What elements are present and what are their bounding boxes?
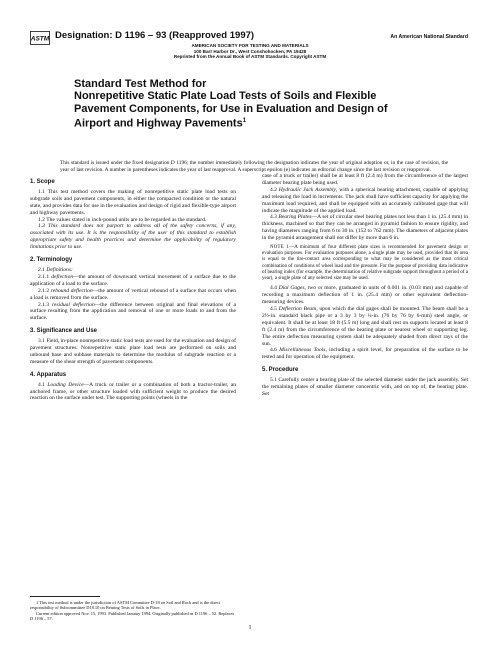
page-number: 1	[248, 625, 252, 631]
para-2-1-3-num: 2.1.3	[38, 301, 52, 308]
para-4-1-num: 4.1	[38, 381, 48, 388]
national-standard-label: An American National Standard	[390, 34, 468, 40]
footnote-rule	[30, 596, 100, 597]
para-4-3-num: 4.3	[270, 214, 279, 221]
right-column	[262, 173, 468, 398]
note-1-label: NOTE 1	[270, 245, 290, 251]
para-2-1-3-text: —the difference between original and final elevations of a surface resulting from the application and removal of one or more loads to and from the surface.	[30, 301, 236, 322]
footnote-1: 1 This test method is under the jurisdiction of ASTM Committee D-18 on Soil and Rock and is the direct responsibility of Subcommittee D18.10 on Bearing Tests of Soils in Place.	[30, 600, 221, 611]
para-4-3-text: —A set of circular steel bearing plates not less than 1 in. (25.4 mm) in thickness, machined so that they can be arranged in pyramid fashion to ensure rigidity, and having diameters ranging from 6 to 30 in. (152 to 762 mm). The diameters of adjacent plates in the pyramid arrangement shall not differ by more than 6 in.	[262, 214, 468, 242]
para-5-1: 5.1 Carefully center a bearing plate of the selected diameter under the jack assembly. Set the remaining plates of smaller diameter concentric with, and on top of, the bearing plate. Set	[262, 377, 468, 397]
left-column	[30, 173, 236, 402]
title-line-4	[74, 115, 474, 130]
para-4-3-term: Bearing Plates	[278, 214, 312, 221]
title-line-4-text: Airport and Highway Pavements	[74, 117, 243, 130]
para-2-1	[30, 267, 236, 274]
title-line-1: Standard Test Method for	[74, 78, 207, 90]
para-4-6-text: , including a spirit level, for preparation of the surface to be tested and for operation of the equipment.	[262, 347, 469, 361]
para-2-1-2-num: 2.1.2	[38, 287, 51, 294]
designation: Designation: D 1196 – 93 (Reapproved 1997)	[55, 30, 255, 41]
society-address: 100 Barr Harbor Dr., West Conshohocken, PA 19428	[193, 48, 307, 54]
para-2-1-1	[30, 274, 236, 288]
svg-text:ASTM: ASTM	[30, 35, 50, 43]
para-2-1-text: 2.1 Definitions:	[38, 266, 73, 273]
para-2-1-1-term: deflection	[51, 273, 74, 280]
para-4-1-continued: case of a truck or trailer) shall be at least 8 ft (2.4 m) from the circumference of the largest diameter bearing plate being used.	[262, 173, 468, 186]
note-1	[262, 245, 468, 282]
note-1-text: —A minimum of four different plate sizes is recommended for pavement design or evaluation purposes. For evaluation purposes alone, a single plate may be used, provided that its area is equal to the tire-contact area corresponding to what may be considered as the most critical combination of conditions of wheel load and tire pressure. For the purpose of providing data indicative of bearing index (for example, the determination of relative subgrade support throughout a period of a year), a single plate of any selected size may be used.	[262, 245, 468, 282]
title-line-2: Nonrepetitive Static Plate Load Tests of Soils and Flexible	[74, 90, 377, 103]
section-2-heading: 2. Terminology	[30, 257, 73, 264]
para-4-2-term: Hydraulic Jack Assembly	[278, 186, 337, 193]
para-4-1-text: —A truck or trailer or a combination of both a tractor-trailer, an anchored frame, or other structure loaded with sufficient weight to produce the desired reaction on the surface under test. The supporting points (wheels in the	[30, 381, 236, 402]
para-2-1-2-text: —the amount of vertical rebound of a surface that occurs when a load is removed from the surface.	[30, 287, 236, 301]
para-1-2: 1.2 The values stated in inch-pound units are to be regarded as the standard.	[38, 216, 207, 223]
section-1-heading: 1. Scope	[30, 179, 55, 185]
para-4-6-num: 4.6	[270, 347, 280, 354]
para-1-3-text: 1.3 This standard does not purport to address all of the safety concerns, if any, associated with its use. It is the responsibility of the user of this standard to establish appropriate safety and health practices and determine the applicability of regulatory limitations prior to use.	[30, 223, 236, 251]
footnotes	[30, 600, 236, 622]
para-4-2-num: 4.2	[270, 186, 279, 193]
para-2-1-3-term: residual deflection	[51, 301, 95, 308]
para-4-5-term: Deflection Beam	[278, 306, 317, 312]
footnote-edition: Current edition approved Nov. 15, 1993. Published January 1994. Originally published as D 1196 – 52. Replaces D 1196 – 57.	[30, 610, 235, 622]
reprint-line: Reprinted from the Annual Book of ASTM Standards. Copyright ASTM	[173, 54, 327, 59]
standard-note: This standard is issued under the fixed designation D 1196; the number immediately following the designation indicates the year of original adoption or, in the case of revision, the year of last revision. A number in parentheses indicates the year of last reapproval. A superscript epsilon (e) indicates an editorial change since the last revision or reapproval.	[60, 160, 448, 173]
para-4-5-num: 4.5	[270, 306, 279, 312]
para-1-1: 1.1 This test method covers the making of nonrepetitive static plate load tests on subgrade soils and pavement components, in either the compacted condition or the natural state, and provides data for use in the evaluation and design of rigid and flexible-type airport and highway pavements.	[30, 188, 236, 216]
society-block	[0, 43, 500, 60]
para-2-1-2	[30, 288, 236, 302]
para-3-1: 3.1 Field, in-place nonrepetitive static load tests are used for the evaluation and design of pavement structures. Nonrepetitive static plate load tests are performed on soils and unbound base and subbase materials to determine the modulus of subgrade reaction or a measure of the shear strength of pavement components.	[30, 338, 236, 365]
para-4-6-term: Miscellaneous Tools	[279, 347, 326, 354]
para-4-4-text: , two or more, graduated in units of 0.001 in. (0.03 mm) and capable of recording a maximum deflection of 1 in. (25.4 mm) or other equivalent deflection-measuring devices.	[262, 285, 468, 306]
para-2-1-2-term: rebound deflection	[50, 287, 93, 294]
society-name: AMERICAN SOCIETY FOR TESTING AND MATERIALS	[191, 43, 309, 48]
para-2-1-3	[30, 302, 236, 323]
para-4-4	[262, 285, 468, 306]
section-4-heading: 4. Apparatus	[30, 371, 67, 378]
para-4-1	[30, 382, 236, 403]
title-line-3: Pavement Components, for Use in Evaluation and Design of	[74, 102, 388, 115]
para-4-2-text: , with a spherical bearing attachment, capable of applying and releasing the load in increments. The jack shall have sufficient capacity for applying the maximum load required, and shall be equipped with an accurately calibrated gage that will indicate the magnitude of the applied load.	[262, 186, 468, 214]
para-2-1-1-num: 2.1.1	[38, 273, 52, 280]
para-4-1-term: Loading Device	[47, 381, 84, 388]
para-4-4-term: Dial Gages	[278, 285, 305, 292]
title-footnote-mark: 1	[242, 118, 247, 125]
para-4-3	[262, 214, 468, 242]
para-4-2	[262, 187, 468, 215]
para-1-3	[30, 223, 236, 251]
para-4-4-num: 4.4	[270, 285, 279, 292]
para-2-1-1-text: —the amount of downward vertical movement of a surface due to the application of a load to the surface.	[30, 273, 236, 287]
para-4-5-text: , upon which the dial gages shall be mounted. The beam shall be a 2½-in. standard black pipe or a 3 by 3 by ¼-in. (76 by 76 by 6-mm) steel angle, or equivalent. It shall be at least 18 ft (5.5 m) long and shall rest on supports located at least 8 ft (2.4 m) from the circumference of the bearing plate or nearest wheel or supporting leg. The entire deflection measuring system shall be adequately shaded from direct rays of the sun.	[262, 306, 469, 347]
section-5-heading: 5. Procedure	[262, 367, 299, 374]
para-4-6	[262, 347, 468, 361]
section-3-heading: 3. Significance and Use	[30, 328, 98, 335]
para-4-5	[262, 306, 468, 347]
document-title	[74, 78, 474, 130]
